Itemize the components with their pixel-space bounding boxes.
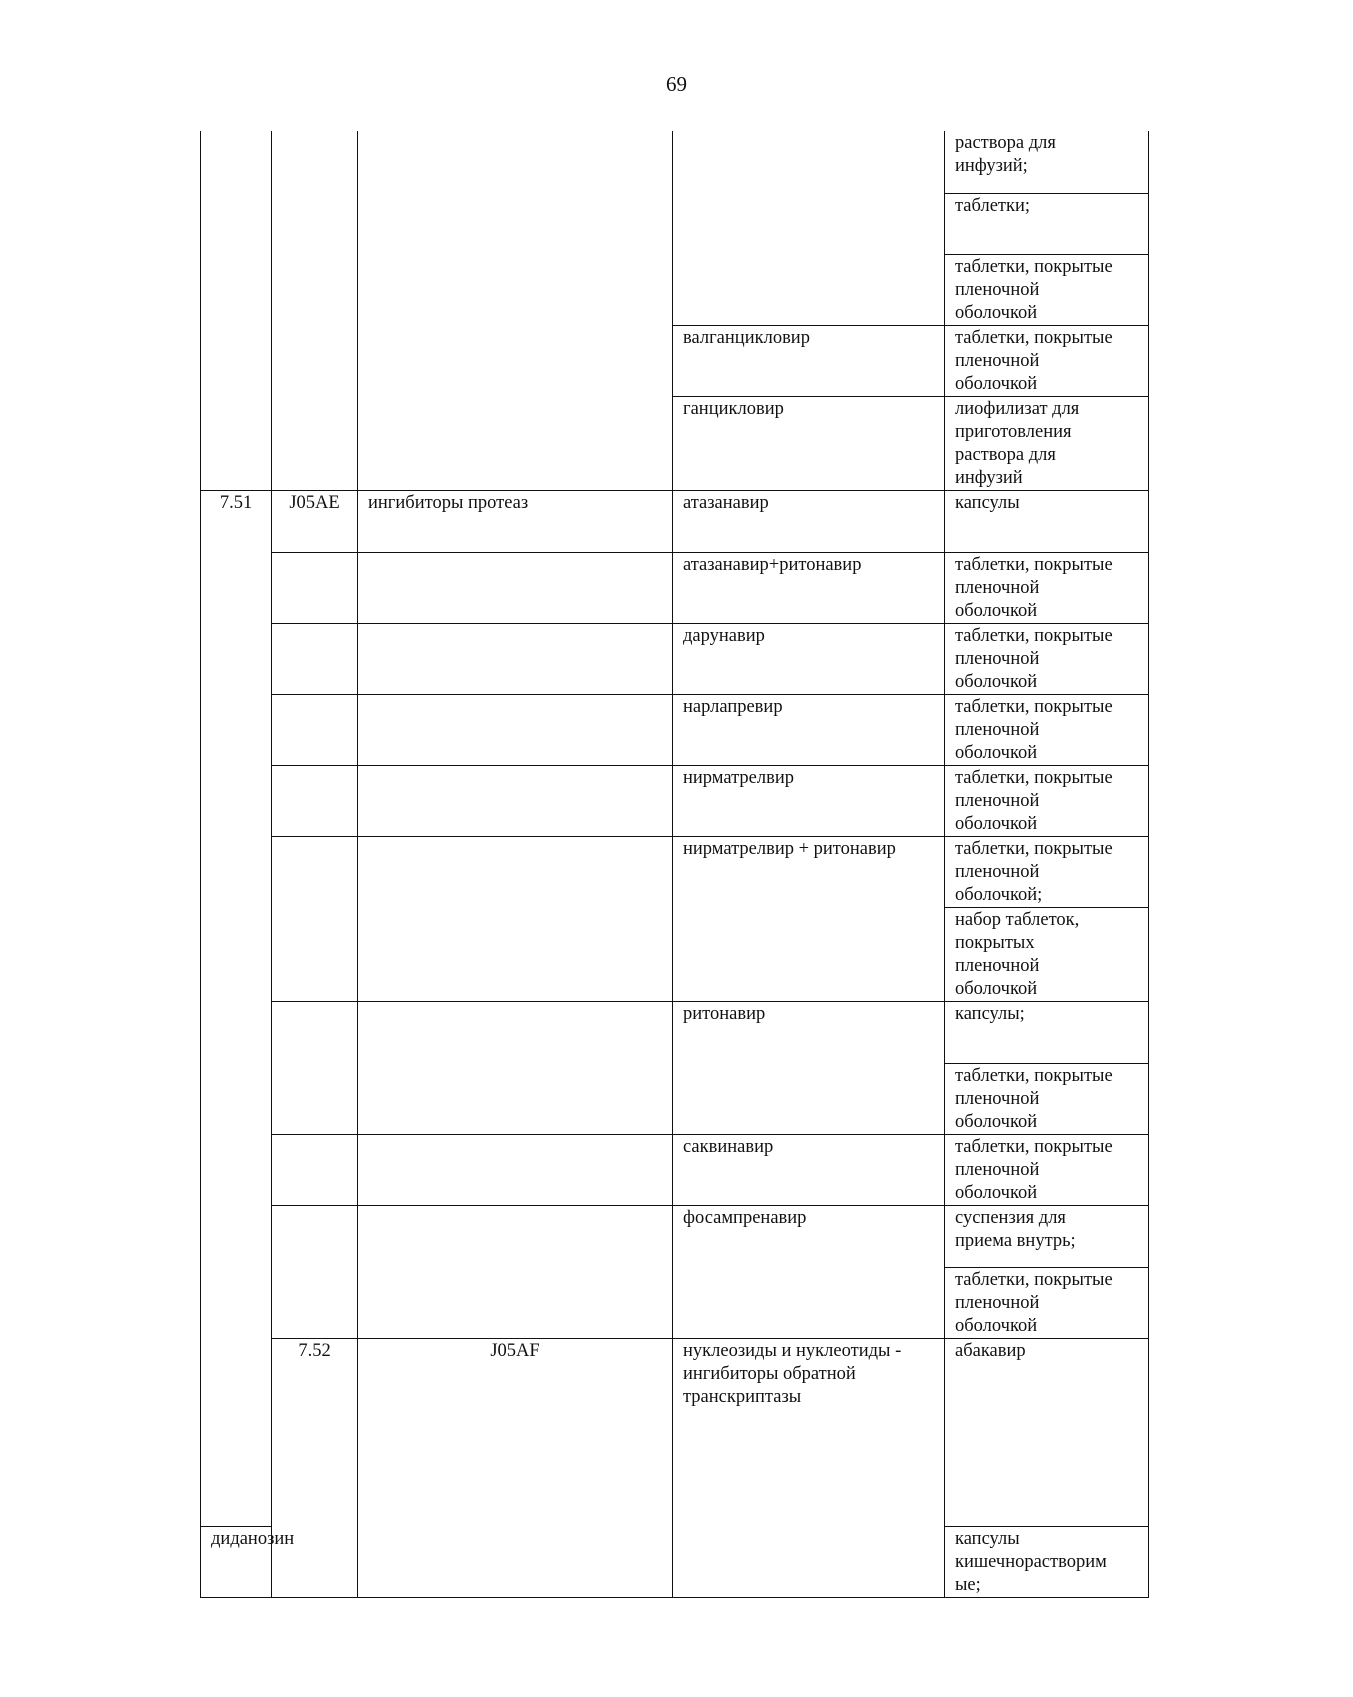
drug-name: фосампренавир (673, 1205, 945, 1338)
table-row (201, 694, 1149, 765)
code-cell (272, 1134, 358, 1205)
code-cell (272, 836, 358, 1001)
form-cell: лиофилизат для приготовления раствора для инфузий (945, 396, 1149, 490)
table-row (201, 1205, 1149, 1267)
form-cell: капсулы кишечнорастворим ые; (945, 1526, 1149, 1597)
page-number: 69 (666, 72, 687, 96)
drug-name: диданозин (201, 1526, 272, 1597)
table-row (201, 1134, 1149, 1205)
table-row (201, 131, 1149, 193)
form-cell: таблетки, покрытые пленочной оболочкой (945, 1267, 1149, 1338)
code-cell (272, 552, 358, 623)
atc-code: J05AF (358, 1338, 673, 1597)
drug-name: валганцикловир (673, 325, 945, 396)
medication-table (200, 131, 1149, 1598)
drug-name: ритонавир (673, 1001, 945, 1134)
form-cell: таблетки, покрытые пленочной оболочкой (945, 623, 1149, 694)
drug-name: ганцикловир (673, 396, 945, 490)
form-cell: таблетки, покрытые пленочной оболочкой; (945, 836, 1149, 907)
form-cell: раствора для инфузий; (945, 131, 1149, 193)
code-cell (272, 623, 358, 694)
group-name: нуклеозиды и нуклеотиды - ингибиторы обратной транскриптазы (673, 1338, 945, 1597)
group-cell (358, 765, 673, 836)
code-cell (272, 131, 358, 490)
group-cell (358, 1134, 673, 1205)
number-cell (201, 131, 272, 490)
form-cell: таблетки, покрытые пленочной оболочкой (945, 552, 1149, 623)
table-row (201, 765, 1149, 836)
drug-name: нарлапревир (673, 694, 945, 765)
drug-name: абакавир (945, 1338, 1149, 1526)
table-row (201, 836, 1149, 907)
group-cell (358, 623, 673, 694)
table-row (201, 552, 1149, 623)
form-cell: таблетки, покрытые пленочной оболочкой (945, 765, 1149, 836)
form-cell: таблетки; (945, 193, 1149, 254)
drug-name: саквинавир (673, 1134, 945, 1205)
form-cell: таблетки, покрытые пленочной оболочкой (945, 1134, 1149, 1205)
form-cell: капсулы; (945, 1001, 1149, 1063)
group-number: 7.51 (201, 490, 272, 1526)
drug-name: атазанавир+ритонавир (673, 552, 945, 623)
drug-name: дарунавир (673, 623, 945, 694)
form-cell: суспензия для приема внутрь; (945, 1205, 1149, 1267)
drug-cell (673, 131, 945, 325)
form-cell: таблетки, покрытые пленочной оболочкой (945, 325, 1149, 396)
code-cell (272, 1205, 358, 1338)
drug-name: атазанавир (673, 490, 945, 552)
form-cell: капсулы (945, 490, 1149, 552)
code-cell (272, 1001, 358, 1134)
atc-code: J05AE (272, 490, 358, 552)
group-number: 7.52 (272, 1338, 358, 1597)
form-cell: таблетки, покрытые пленочной оболочкой (945, 1063, 1149, 1134)
group-cell (358, 1205, 673, 1338)
group-cell (358, 694, 673, 765)
group-cell (358, 552, 673, 623)
form-cell: набор таблеток, покрытых пленочной оболочкой (945, 907, 1149, 1001)
group-cell (358, 836, 673, 1001)
drug-name: нирматрелвир + ритонавир (673, 836, 945, 1001)
group-cell (358, 131, 673, 490)
group-name: ингибиторы протеаз (358, 490, 673, 552)
table-row (201, 1001, 1149, 1063)
table-row (201, 490, 1149, 552)
code-cell (272, 765, 358, 836)
table-row (201, 623, 1149, 694)
form-cell: таблетки, покрытые пленочной оболочкой (945, 694, 1149, 765)
code-cell (272, 694, 358, 765)
group-cell (358, 1001, 673, 1134)
drug-name: нирматрелвир (673, 765, 945, 836)
table-row (201, 1338, 1149, 1432)
form-cell: таблетки, покрытые пленочной оболочкой (945, 254, 1149, 325)
